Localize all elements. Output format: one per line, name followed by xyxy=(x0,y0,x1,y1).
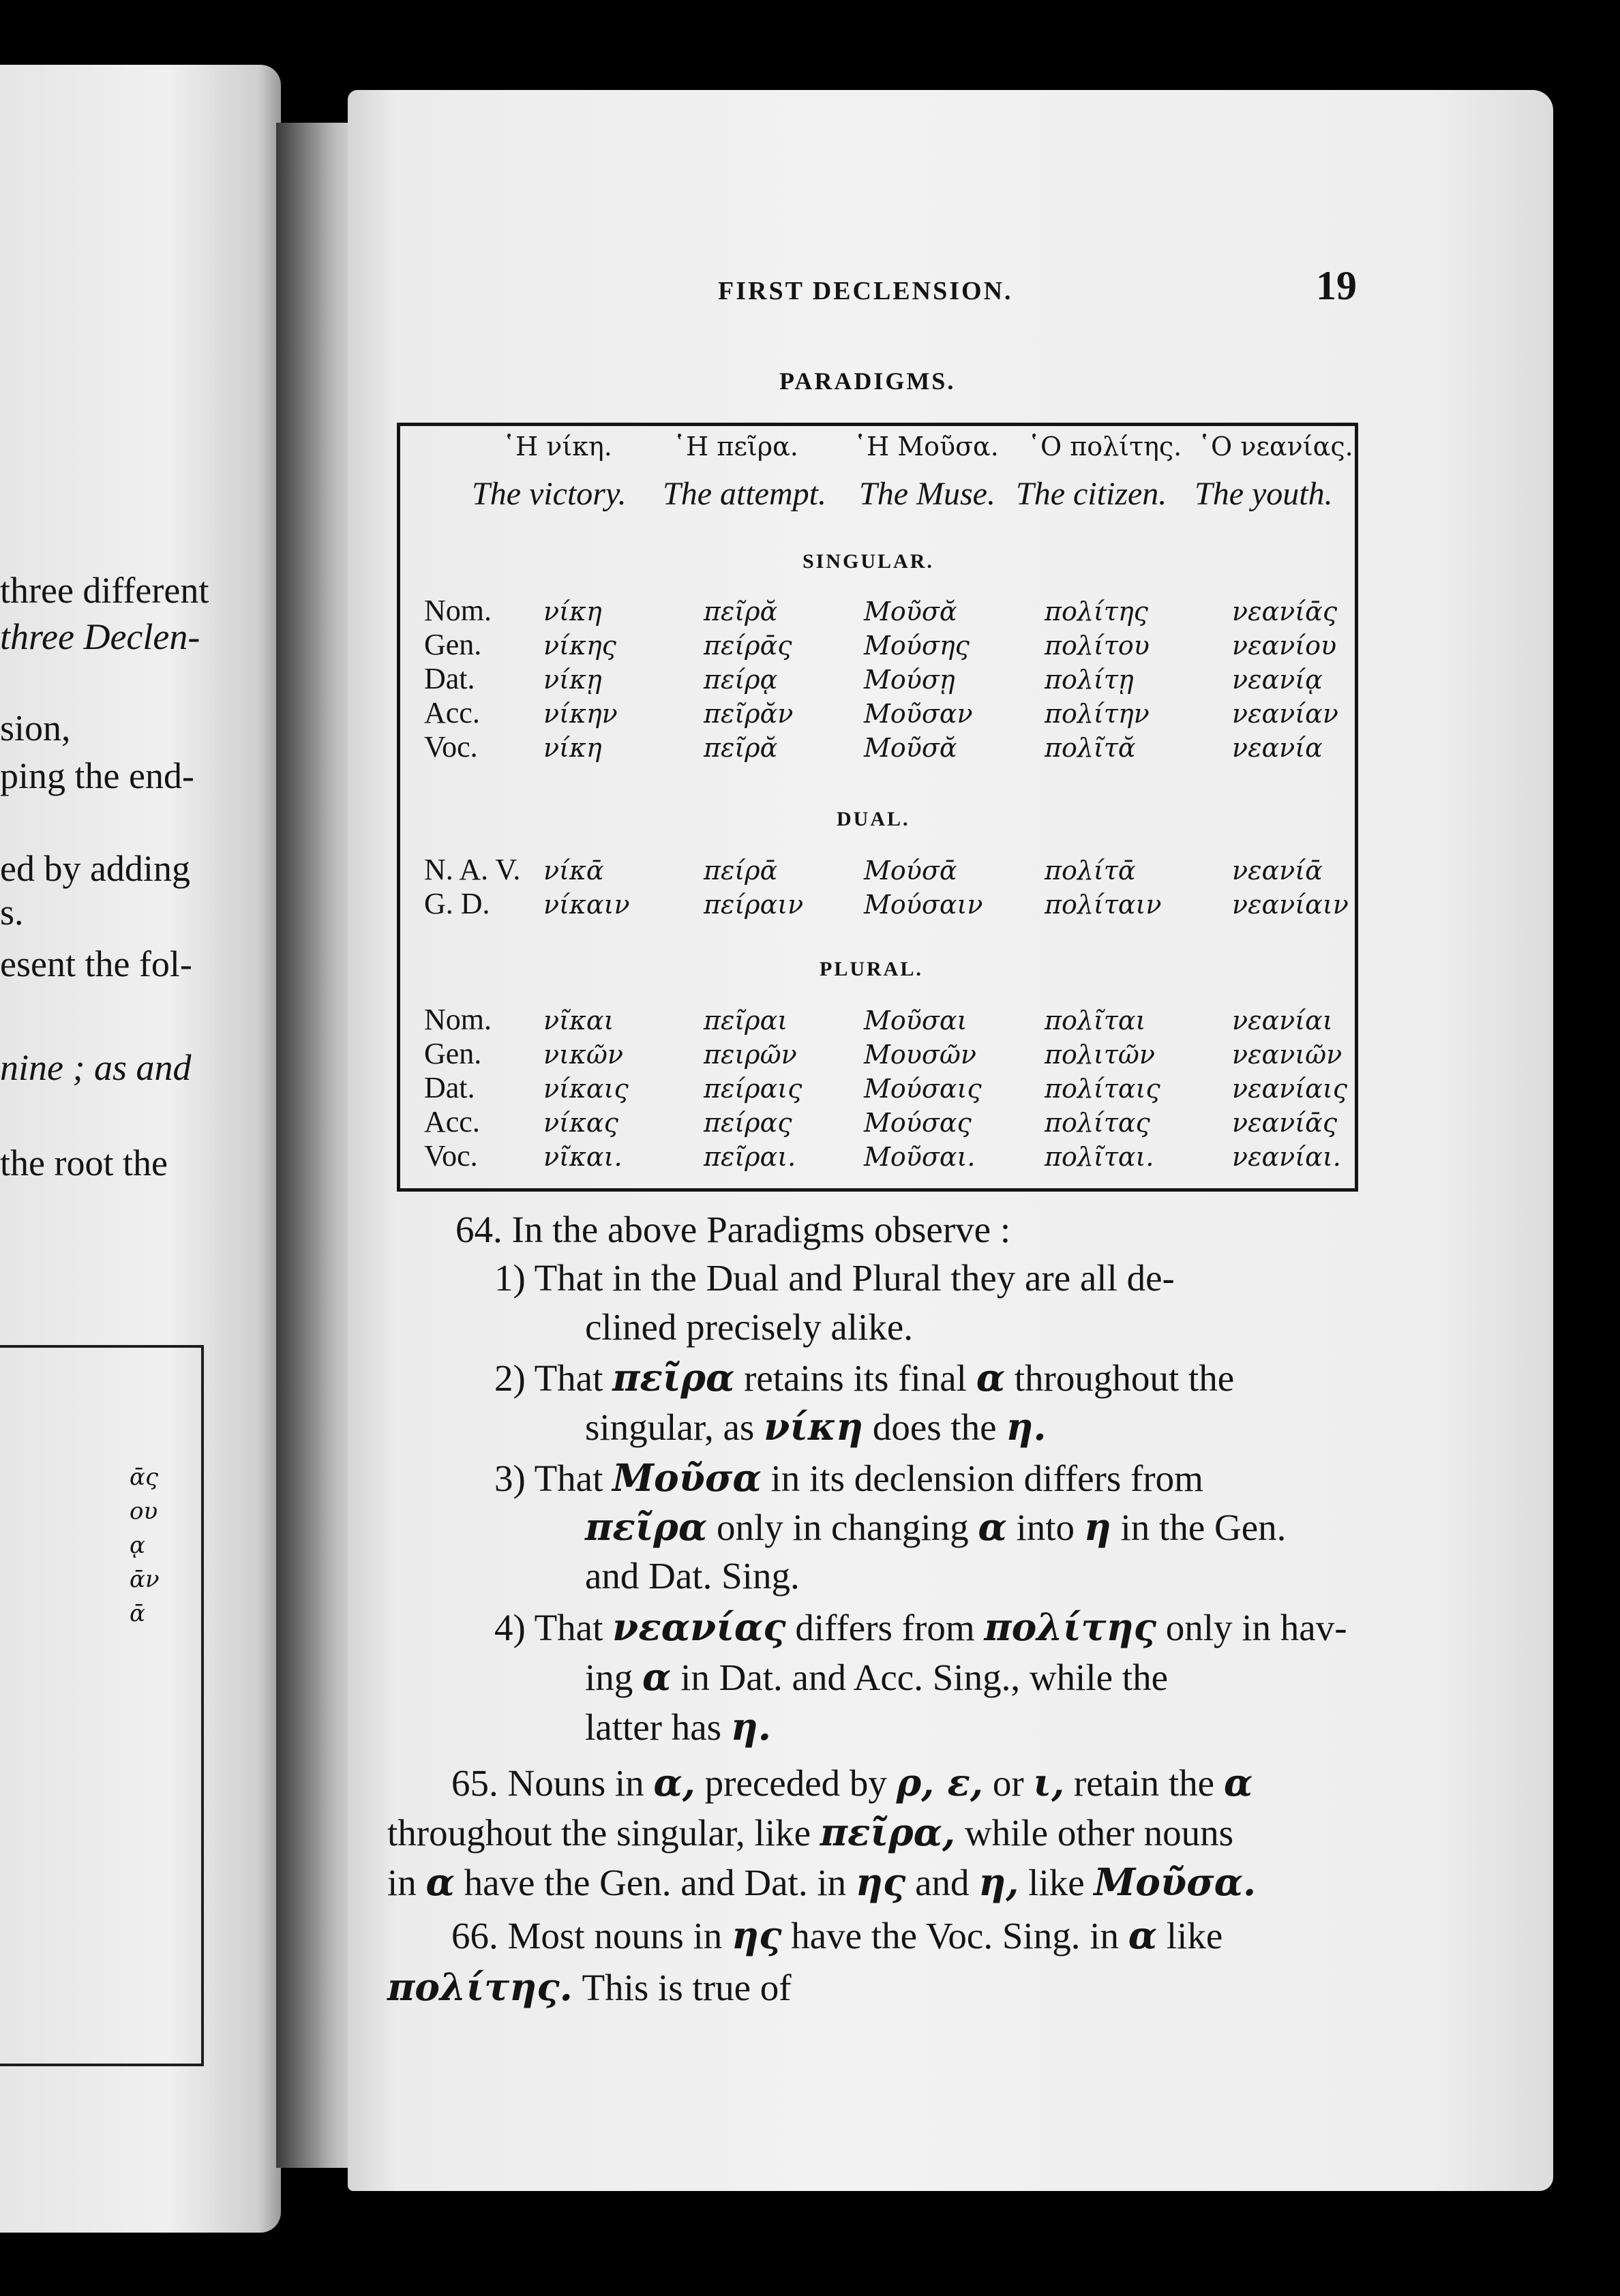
declension-form: νεανίαις xyxy=(1232,1074,1347,1104)
declension-form: πολίτᾱ xyxy=(1045,856,1136,886)
declension-form: νῖκαι. xyxy=(543,1142,622,1172)
greek-word: Μοῦσα. xyxy=(1094,1860,1257,1904)
left-text-line: three Declen- xyxy=(0,616,200,657)
text: throughout the xyxy=(1014,1357,1235,1399)
section-label-dual: DUAL. xyxy=(837,808,910,830)
declension-form: Μοῦσαι. xyxy=(864,1142,976,1172)
declension-form: Μούσας xyxy=(864,1108,972,1138)
left-text-line: the root the xyxy=(0,1143,168,1183)
declension-form: νεανίαιν xyxy=(1232,890,1349,920)
section-65-line-2 xyxy=(387,1810,1233,1854)
declension-form: νικῶν xyxy=(543,1040,624,1070)
declension-form: πολίταιν xyxy=(1045,890,1162,920)
column-translation: The citizen. xyxy=(1016,476,1167,512)
greek-letter: α, xyxy=(653,1760,695,1804)
text: 3) That xyxy=(494,1457,603,1499)
declension-form: πείρᾳ xyxy=(704,665,778,695)
declension-form: Μούσαις xyxy=(864,1074,982,1104)
column-heading: ῾Η νίκη. xyxy=(502,432,612,462)
case-label: Acc. xyxy=(424,1105,480,1138)
declension-form: νεανίᾱς xyxy=(1232,596,1338,626)
declension-form: πειρῶν xyxy=(704,1040,797,1070)
declension-form: πολίτῃ xyxy=(1045,665,1134,695)
text: retains its final xyxy=(744,1357,967,1399)
page-number: 19 xyxy=(1316,263,1357,308)
case-label: N. A. V. xyxy=(424,853,521,886)
case-label: Acc. xyxy=(424,696,480,729)
section-64-item-4 xyxy=(494,1605,1347,1649)
left-box-ending: ᾱν xyxy=(130,1566,160,1593)
greek-word: πεῖρα xyxy=(612,1355,735,1400)
text: only in changing xyxy=(716,1507,969,1548)
greek-letter: α xyxy=(978,1505,1007,1549)
declension-form: πολῖται xyxy=(1045,1006,1146,1036)
declension-form: πείραιν xyxy=(704,890,804,920)
section-64-item-1: 1) That in the Dual and Plural they are all de- xyxy=(494,1257,1175,1299)
declension-form: πολῖται. xyxy=(1045,1142,1154,1172)
section-label-singular: SINGULAR. xyxy=(802,550,934,573)
declension-form: Μούσῃ xyxy=(864,665,955,695)
case-label: Gen. xyxy=(424,628,482,661)
text: only in hav- xyxy=(1165,1607,1347,1648)
section-64-item-2 xyxy=(494,1355,1234,1400)
left-text-line: three different xyxy=(0,570,209,611)
declension-form: νίκην xyxy=(543,699,618,729)
declension-form: πολίτου xyxy=(1045,631,1150,661)
declension-form: νίκᾱ xyxy=(543,856,604,886)
case-label: Dat. xyxy=(424,662,475,695)
left-text-line: sion, xyxy=(0,708,71,749)
left-box-ending: ᾱ xyxy=(130,1600,145,1627)
text: into xyxy=(1016,1507,1075,1548)
text: singular, as xyxy=(585,1406,755,1448)
declension-form: νίκη xyxy=(543,596,602,626)
declension-form: νεανία xyxy=(1232,733,1323,763)
declension-form: νῖκαι xyxy=(543,1006,614,1036)
greek-letter: η. xyxy=(730,1704,771,1749)
greek-word: ης xyxy=(732,1913,782,1957)
greek-word: πεῖρα, xyxy=(820,1810,956,1854)
declension-form: Μοῦσᾰ xyxy=(864,596,957,626)
greek-word: πολίτης. xyxy=(387,1965,573,2009)
text: in Dat. and Acc. Sing., while the xyxy=(680,1657,1168,1698)
declension-form: πεῖρᾰν xyxy=(704,699,794,729)
declension-form: Μοῦσαν xyxy=(864,699,973,729)
case-label: Voc. xyxy=(424,1139,478,1173)
left-text-line: ed by adding xyxy=(0,848,190,889)
declension-form: πεῖρᾰ xyxy=(704,596,778,626)
column-heading: ῾Η πεῖρα. xyxy=(673,432,798,462)
left-text-line: ping the end- xyxy=(0,755,194,796)
declension-form: πεῖραι. xyxy=(704,1142,796,1172)
greek-letter: α xyxy=(642,1655,672,1699)
text: 2) That xyxy=(494,1357,603,1399)
section-64-item-2-cont xyxy=(585,1404,1046,1449)
declension-form: Μοῦσᾰ xyxy=(864,733,957,763)
declension-form: πείρας xyxy=(704,1108,792,1138)
section-64-item-3 xyxy=(494,1455,1203,1500)
greek-letter: ρ, ε, xyxy=(896,1760,984,1804)
declension-form: νεανίαι. xyxy=(1232,1142,1341,1172)
paradigm-table xyxy=(397,423,1358,1192)
case-label: Voc. xyxy=(424,730,478,764)
text: preceded by xyxy=(704,1762,887,1804)
case-label: Nom. xyxy=(424,594,492,627)
text: in the Gen. xyxy=(1120,1507,1287,1548)
section-64-item-1-cont: clined precisely alike. xyxy=(585,1306,914,1348)
case-label: G. D. xyxy=(424,887,490,920)
column-heading: ῾Ο νεανίας. xyxy=(1198,432,1353,462)
section-64-item-3-cont xyxy=(585,1505,1286,1549)
text: latter has xyxy=(585,1706,722,1748)
text: like xyxy=(1028,1862,1085,1903)
section-64-item-4-cont xyxy=(585,1655,1168,1699)
section-64-intro: 64. In the above Paradigms observe : xyxy=(455,1209,1011,1250)
declension-form: νίκη xyxy=(543,733,602,763)
declension-form: νίκαιν xyxy=(543,890,630,920)
left-page xyxy=(0,65,281,2233)
book-gutter xyxy=(276,123,358,2168)
declension-form: νεανίᾱς xyxy=(1232,1108,1338,1138)
text: retain the xyxy=(1073,1762,1215,1804)
greek-letter: η. xyxy=(1006,1404,1047,1449)
declension-form: νεανίου xyxy=(1232,631,1337,661)
declension-form: πολῖτᾰ xyxy=(1045,733,1136,763)
declension-form: Μούσᾱ xyxy=(864,856,957,886)
greek-word: νίκη xyxy=(764,1404,864,1449)
declension-form: πολιτῶν xyxy=(1045,1040,1155,1070)
text: ing xyxy=(585,1657,633,1698)
declension-form: πολίτην xyxy=(1045,699,1150,729)
declension-form: νεανίαν xyxy=(1232,699,1338,729)
declension-form: νίκης xyxy=(543,631,616,661)
left-text-line: nine ; as and xyxy=(0,1047,192,1088)
text: have the Voc. Sing. in xyxy=(791,1915,1119,1957)
text: while other nouns xyxy=(964,1812,1234,1854)
declension-form: νίκῃ xyxy=(543,665,602,695)
text: 4) That xyxy=(494,1607,603,1648)
greek-word: πολίτης xyxy=(984,1605,1156,1649)
text: in its declension differs from xyxy=(770,1457,1203,1499)
declension-form: νεανίᾳ xyxy=(1232,665,1323,695)
declension-form: Μουσῶν xyxy=(864,1040,976,1070)
section-label-plural: PLURAL. xyxy=(820,958,923,980)
declension-form: νίκας xyxy=(543,1108,618,1138)
greek-letter: η, xyxy=(978,1860,1019,1904)
left-box-ending: ου xyxy=(130,1498,158,1525)
declension-form: πολίτας xyxy=(1045,1108,1150,1138)
column-translation: The victory. xyxy=(472,476,627,512)
column-translation: The attempt. xyxy=(663,476,826,512)
greek-letter: α xyxy=(1128,1913,1158,1957)
column-heading: ῾Ο πολίτης. xyxy=(1028,432,1182,462)
declension-form: πείραις xyxy=(704,1074,802,1104)
text: like xyxy=(1166,1915,1223,1957)
section-65-line-3 xyxy=(387,1860,1256,1904)
section-66-line-1 xyxy=(451,1913,1222,1957)
greek-word: νεανίας xyxy=(612,1605,786,1649)
greek-word: πεῖρα xyxy=(585,1505,708,1549)
greek-word: Μοῦσα xyxy=(612,1455,762,1500)
section-64-item-4-cont2 xyxy=(585,1704,771,1749)
declension-form: πεῖραι xyxy=(704,1006,788,1036)
column-translation: The Muse. xyxy=(859,476,995,512)
text: 65. Nouns in xyxy=(451,1762,644,1804)
declension-form: Μούσαιν xyxy=(864,890,983,920)
running-head: FIRST DECLENSION. xyxy=(718,277,1013,305)
case-label: Gen. xyxy=(424,1037,482,1070)
declension-form: πολίταις xyxy=(1045,1074,1160,1104)
column-heading: ῾Η Μοῦσα. xyxy=(854,432,999,462)
greek-letter: α xyxy=(425,1860,455,1904)
left-text-line: esent the fol- xyxy=(0,943,192,984)
text: have the Gen. and Dat. in xyxy=(464,1862,847,1903)
paradigms-title: PARADIGMS. xyxy=(779,367,956,395)
declension-form: πολίτης xyxy=(1045,596,1148,626)
case-label: Dat. xyxy=(424,1071,475,1104)
declension-form: νεανίᾱ xyxy=(1232,856,1323,886)
declension-form: πείρᾱς xyxy=(704,631,792,661)
text: throughout the singular, like xyxy=(387,1812,811,1854)
declension-form: πεῖρᾰ xyxy=(704,733,778,763)
declension-form: νεανίαι xyxy=(1232,1006,1333,1036)
section-64-item-3-cont2: and Dat. Sing. xyxy=(585,1555,800,1597)
declension-form: Μούσης xyxy=(864,631,970,661)
text: 66. Most nouns in xyxy=(451,1915,723,1957)
text: does the xyxy=(872,1406,997,1448)
declension-form: πείρᾱ xyxy=(704,856,778,886)
left-box-ending: ᾳ xyxy=(130,1532,145,1559)
case-label: Nom. xyxy=(424,1003,492,1036)
left-paradigm-box xyxy=(0,1345,204,2066)
section-65-line-1 xyxy=(451,1760,1252,1804)
greek-letter: ι, xyxy=(1033,1760,1065,1804)
greek-letter: α xyxy=(1223,1760,1253,1804)
greek-word: ης xyxy=(855,1860,906,1904)
greek-letter: η xyxy=(1083,1505,1111,1549)
declension-form: νίκαις xyxy=(543,1074,629,1104)
declension-form: Μοῦσαι xyxy=(864,1006,967,1036)
text: in xyxy=(387,1862,417,1903)
text: or xyxy=(992,1762,1024,1804)
text: differs from xyxy=(795,1607,975,1648)
greek-letter: α xyxy=(976,1355,1006,1400)
text: This is true of xyxy=(582,1967,792,2008)
declension-form: νεανιῶν xyxy=(1232,1040,1342,1070)
text: and xyxy=(915,1862,970,1903)
left-box-ending: ᾱς xyxy=(130,1464,159,1491)
column-translation: The youth. xyxy=(1195,476,1333,512)
section-66-line-2 xyxy=(387,1965,792,2009)
left-text-line: s. xyxy=(0,892,24,933)
